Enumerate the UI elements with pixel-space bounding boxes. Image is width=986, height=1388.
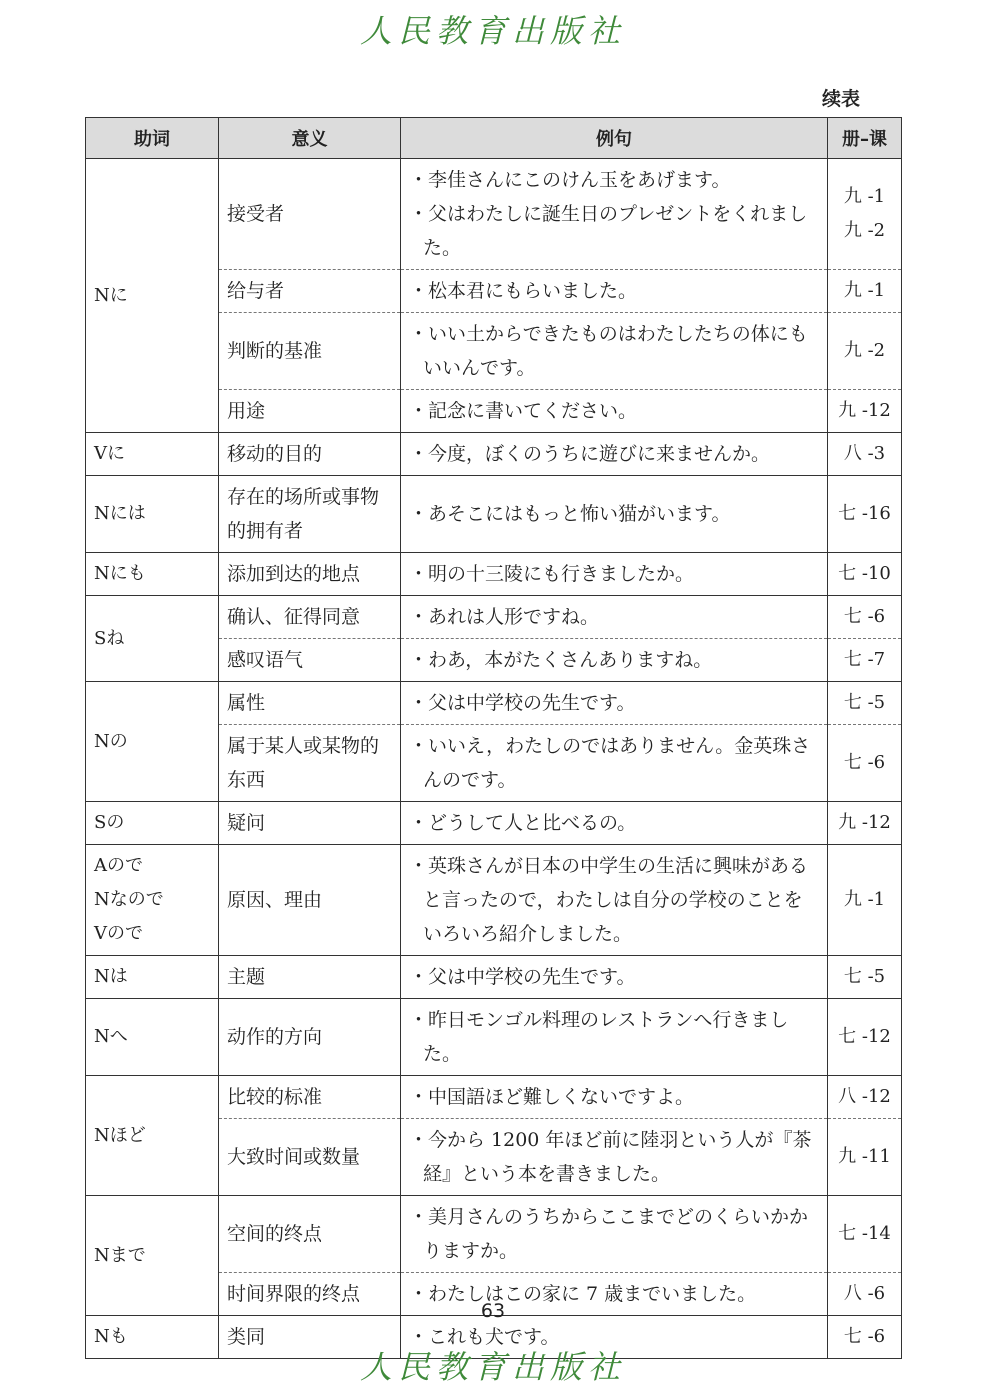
example-sentence: ・記念に書いてください。 (409, 400, 638, 422)
lesson-cell: 九 -1 (828, 270, 902, 313)
meaning-cell: 比较的标准 (219, 1076, 401, 1119)
lesson-cell: 七 -12 (828, 999, 902, 1076)
particle-cell: Sの (86, 802, 219, 845)
example-cell (401, 270, 828, 313)
particle-cell: Nも (86, 1316, 219, 1359)
example-sentence: ・美月さんのうちからここまでどのくらいかかりますか。 (409, 1206, 809, 1262)
particle-cell: Nにも (86, 553, 219, 596)
lesson-cell: 七 -5 (828, 682, 902, 725)
example-sentence: ・昨日モンゴル料理のレストランへ行きました。 (409, 1009, 789, 1065)
meaning-cell: 移动的目的 (219, 433, 401, 476)
table-row (86, 682, 902, 725)
lesson-cell (828, 159, 902, 270)
lesson-cell: 七 -5 (828, 956, 902, 999)
header-particle: 助词 (86, 118, 219, 159)
particle-table (85, 117, 902, 1359)
example-sentence: ・今度，ぼくのうちに遊びに来ませんか。 (409, 443, 771, 465)
example-sentence: ・あれは人形ですね。 (409, 606, 600, 628)
particle-cell: Nほど (86, 1076, 219, 1196)
example-sentence: ・父は中学校の先生です。 (409, 966, 636, 988)
meaning-cell: 感叹语气 (219, 639, 401, 682)
example-cell (401, 802, 828, 845)
meaning-cell: 主题 (219, 956, 401, 999)
meaning-cell: 空间的终点 (219, 1196, 401, 1273)
header-lesson: 册–课 (828, 118, 902, 159)
meaning-cell: 时间界限的终点 (219, 1273, 401, 1316)
example-sentence: ・わあ，本がたくさんありますね。 (409, 649, 713, 671)
lesson-cell: 九 -12 (828, 802, 902, 845)
example-cell (401, 553, 828, 596)
example-cell (401, 639, 828, 682)
example-cell (401, 433, 828, 476)
example-sentence: ・中国語ほど難しくないですよ。 (409, 1086, 695, 1108)
table-row (86, 433, 902, 476)
table-row (86, 553, 902, 596)
meaning-cell: 给与者 (219, 270, 401, 313)
meaning-cell: 原因、理由 (219, 845, 401, 956)
example-cell (401, 159, 828, 270)
lesson-cell: 七 -6 (828, 725, 902, 802)
meaning-cell: 属于某人或某物的东西 (219, 725, 401, 802)
table-row (86, 999, 902, 1076)
example-sentence: ・あそこにはもっと怖い猫がいます。 (409, 503, 731, 525)
example-sentence: ・どうして人と比べるの。 (409, 812, 637, 834)
example-cell (401, 682, 828, 725)
lesson-ref: 九 -2 (843, 220, 886, 241)
lesson-cell: 八 -12 (828, 1076, 902, 1119)
lesson-ref: 九 -1 (843, 186, 886, 207)
meaning-cell: 属性 (219, 682, 401, 725)
particle-cell: Nまで (86, 1196, 219, 1316)
example-cell (401, 845, 828, 956)
table-row (86, 802, 902, 845)
example-sentence: ・父は中学校の先生です。 (409, 692, 636, 714)
example-sentence: ・これも犬です。 (409, 1326, 560, 1348)
table-header-row (86, 118, 902, 159)
table-row (86, 845, 902, 956)
example-sentence: ・今から 1200 年ほど前に陸羽という人が『茶経』という本を書きました。 (409, 1129, 812, 1185)
example-sentence: ・わたしはこの家に 7 歳までいました。 (409, 1283, 757, 1305)
example-sentence: ・松本君にもらいました。 (409, 280, 638, 302)
example-cell (401, 596, 828, 639)
particle-cell: Vに (86, 433, 219, 476)
example-sentence: ・父はわたしに誕生日のプレゼントをくれました。 (409, 203, 808, 259)
lesson-cell: 七 -16 (828, 476, 902, 553)
example-cell (401, 1119, 828, 1196)
particle-form: Nなので (94, 889, 164, 910)
lesson-cell: 七 -7 (828, 639, 902, 682)
publisher-logo-bottom: 人民教育出版社 (359, 1348, 626, 1386)
lesson-cell: 七 -14 (828, 1196, 902, 1273)
table-row (86, 476, 902, 553)
meaning-cell: 类同 (219, 1316, 401, 1359)
lesson-cell: 九 -2 (828, 313, 902, 390)
particle-cell (86, 845, 219, 956)
meaning-cell: 大致时间或数量 (219, 1119, 401, 1196)
particle-cell: Nの (86, 682, 219, 802)
meaning-cell: 接受者 (219, 159, 401, 270)
example-sentence: ・いいえ，わたしのではありません。金英珠さんのです。 (409, 735, 811, 791)
example-cell (401, 476, 828, 553)
lesson-cell: 七 -6 (828, 1316, 902, 1359)
page-number: 63 (480, 1300, 506, 1322)
table-row (86, 956, 902, 999)
example-cell (401, 313, 828, 390)
table-row (86, 1196, 902, 1273)
example-sentence: ・李佳さんにこのけん玉をあげます。 (409, 169, 731, 191)
publisher-logo-top: 人民教育出版社 (359, 12, 626, 50)
particle-form: Aので (94, 855, 143, 876)
example-cell (401, 390, 828, 433)
lesson-cell: 九 -1 (828, 845, 902, 956)
table-row (86, 596, 902, 639)
example-cell (401, 956, 828, 999)
meaning-cell: 存在的场所或事物的拥有者 (219, 476, 401, 553)
particle-cell: Nには (86, 476, 219, 553)
example-sentence: ・英珠さんが日本の中学生の生活に興味があると言ったので，わたしは自分の学校のことをいろいろ紹介しました。 (409, 855, 809, 945)
lesson-cell: 八 -6 (828, 1273, 902, 1316)
lesson-cell: 九 -12 (828, 390, 902, 433)
meaning-cell: 添加到达的地点 (219, 553, 401, 596)
meaning-cell: 动作的方向 (219, 999, 401, 1076)
lesson-cell: 八 -3 (828, 433, 902, 476)
table-row (86, 1076, 902, 1119)
continued-label: 续表 (822, 88, 861, 110)
example-cell (401, 725, 828, 802)
particle-form: Vので (94, 923, 143, 944)
example-cell (401, 1076, 828, 1119)
meaning-cell: 确认、征得同意 (219, 596, 401, 639)
example-cell (401, 999, 828, 1076)
particle-cell: Sね (86, 596, 219, 682)
particle-cell: Nは (86, 956, 219, 999)
header-meaning: 意义 (219, 118, 401, 159)
meaning-cell: 疑问 (219, 802, 401, 845)
particle-cell: Nへ (86, 999, 219, 1076)
example-sentence: ・いい土からできたものはわたしたちの体にもいいんです。 (409, 323, 808, 379)
table-row (86, 159, 902, 270)
example-sentence: ・明の十三陵にも行きましたか。 (409, 563, 695, 585)
meaning-cell: 判断的基准 (219, 313, 401, 390)
lesson-cell: 九 -11 (828, 1119, 902, 1196)
lesson-cell: 七 -10 (828, 553, 902, 596)
example-cell (401, 1196, 828, 1273)
meaning-cell: 用途 (219, 390, 401, 433)
header-example: 例句 (401, 118, 828, 159)
particle-cell: Nに (86, 159, 219, 433)
lesson-cell: 七 -6 (828, 596, 902, 639)
